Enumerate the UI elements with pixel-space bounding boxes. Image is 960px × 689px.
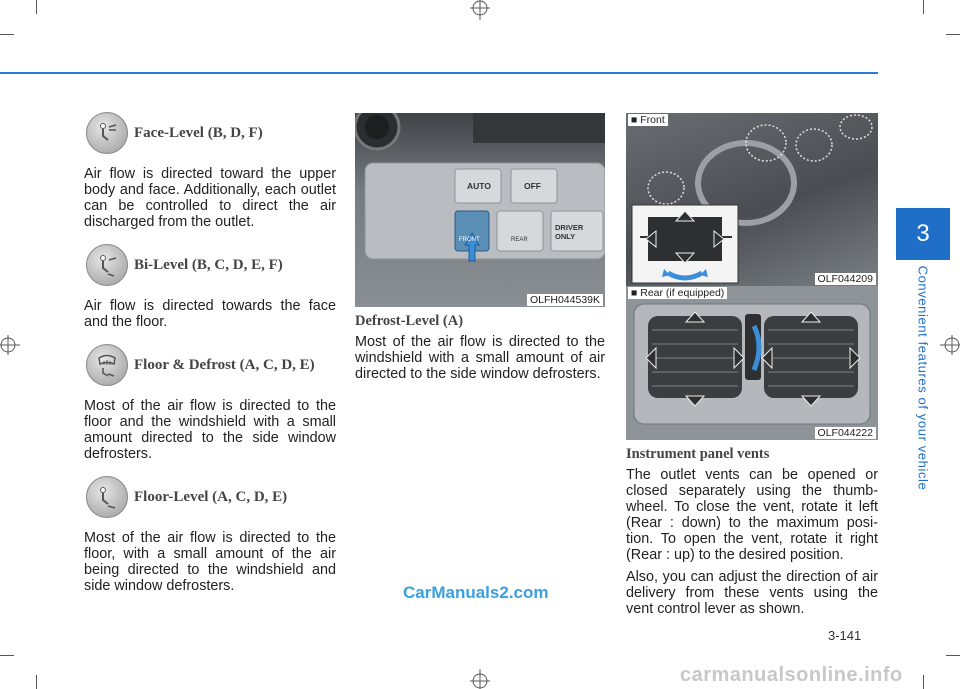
bi-level-icon [86, 244, 128, 286]
panel-button-driver-only: DRIVER ONLY [555, 223, 584, 241]
rear-vent-photo [626, 286, 878, 440]
floor-level-icon [86, 476, 128, 518]
panel-button-off: OFF [524, 181, 541, 191]
mode-heading [84, 476, 336, 518]
watermark: CarManuals2.com [403, 583, 549, 602]
mode-description: Most of the air flow is directed to the floor, with a small amount of the air being directed to the windshield and side window defrosters. [84, 530, 336, 594]
mode-list [84, 112, 336, 608]
panel-button-auto: AUTO [467, 181, 491, 191]
section-text: Most of the air flow is directed to the windshield with a small amount of air directed to the side window defrosters. [355, 334, 605, 382]
climate-panel-illustration [355, 113, 605, 307]
mode-description: Air flow is directed towards the face and the floor. [84, 298, 336, 330]
section-text: The outlet vents can be opened or closed separately using the thumb-wheel. To close the vent, rotate it left (Rear : down) to the maximum posi-tion. To open the vent, rotate it right (Rear : up) to the desired position. [626, 467, 878, 563]
image-code: OLF044209 [815, 273, 876, 285]
crop-mark [946, 655, 960, 656]
defrost-section [355, 113, 605, 396]
crop-mark [946, 34, 960, 35]
crop-mark [0, 34, 14, 35]
mode-title: Face-Level (B, D, F) [134, 124, 263, 141]
image-label-front: ■ Front [628, 114, 668, 126]
chapter-number: 3 [916, 220, 930, 247]
mode-description: Most of the air flow is directed to the floor and the windshield with a small amount directed to the side window defrosters. [84, 398, 336, 462]
face-level-icon [86, 112, 128, 154]
panel-button-front: FRONT [459, 237, 480, 243]
front-vent-photo [626, 113, 878, 286]
mode-description: Air flow is directed toward the upper body and face. Additionally, each outlet can be controlled to direct the air discharged from the outlet. [84, 166, 336, 230]
header-rule [0, 72, 878, 74]
registration-mark-bottom [468, 669, 492, 689]
crop-mark [36, 675, 37, 689]
section-heading: Defrost-Level (A) [355, 313, 464, 329]
section-text: Also, you can adjust the direction of air delivery from these vents using the vent control lever as shown. [626, 569, 878, 617]
registration-mark-right [940, 333, 960, 357]
crop-mark [36, 0, 37, 14]
vents-section [626, 113, 878, 631]
front-vent-illustration [626, 113, 878, 286]
crop-mark [923, 675, 924, 689]
mode-title: Bi-Level (B, C, D, E, F) [134, 256, 283, 273]
image-code: OLFH044539K [527, 294, 603, 306]
climate-panel-photo [355, 113, 605, 307]
mode-title: Floor-Level (A, C, D, E) [134, 488, 288, 505]
crop-mark [923, 0, 924, 14]
panel-button-rear: REAR [511, 237, 528, 243]
mode-heading [84, 244, 336, 286]
mode-heading [84, 344, 336, 386]
image-label-rear: ■ Rear (if equipped) [628, 287, 727, 299]
watermark: carmanualsonline.info [680, 664, 903, 686]
crop-mark [0, 655, 14, 656]
mode-title: Floor & Defrost (A, C, D, E) [134, 356, 315, 373]
registration-mark-left [0, 333, 20, 357]
page-number: 3-141 [828, 628, 862, 643]
section-heading: Instrument panel vents [626, 446, 770, 462]
chapter-title: Convenient features of your vehicle [915, 265, 931, 491]
image-code: OLF044222 [815, 427, 876, 439]
rear-vent-illustration [626, 286, 878, 440]
floor-defrost-icon [86, 344, 128, 386]
mode-heading [84, 112, 336, 154]
registration-mark-top [468, 0, 492, 20]
